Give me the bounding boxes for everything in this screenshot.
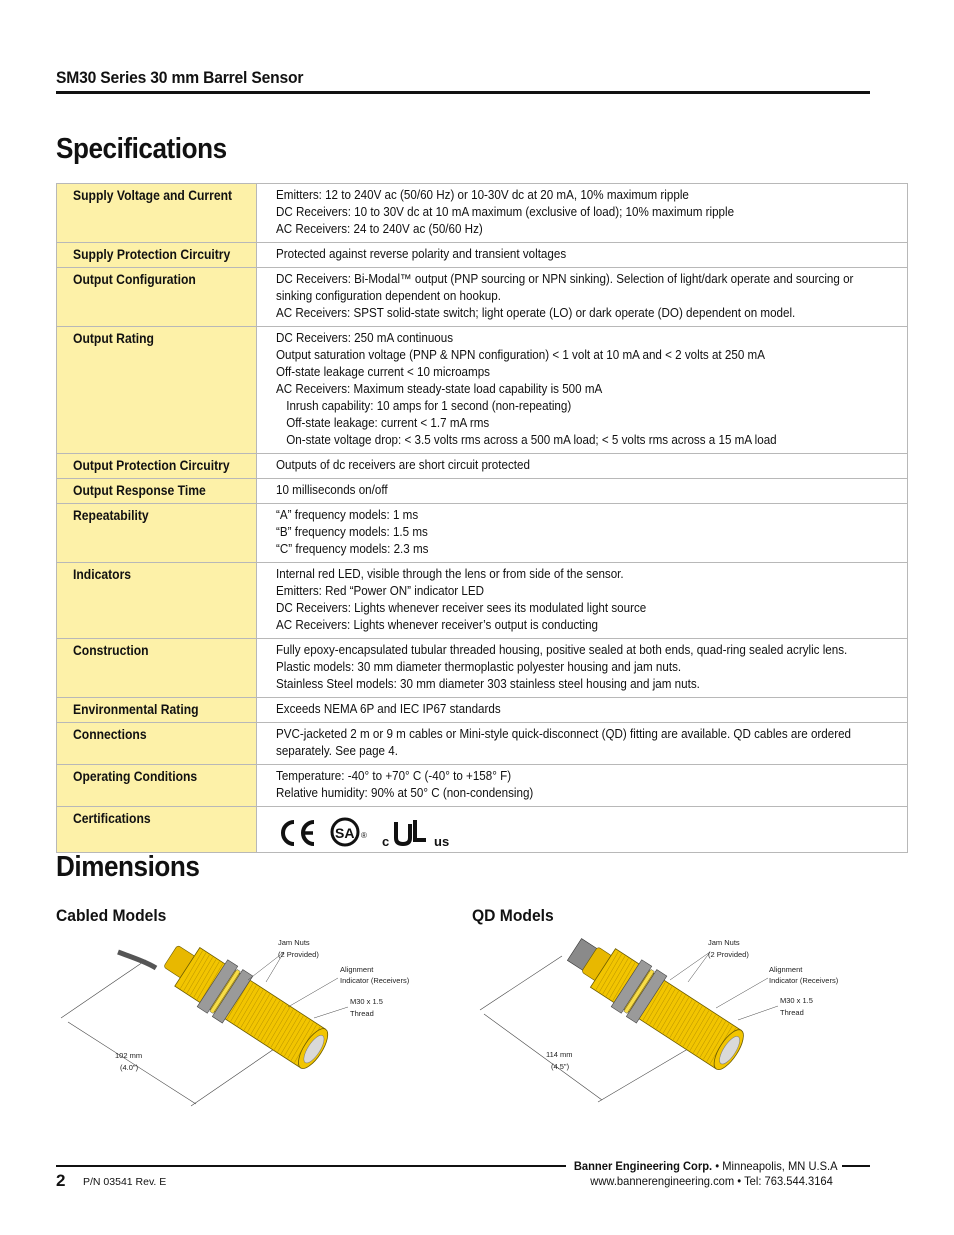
specifications-heading: Specifications (56, 133, 227, 165)
part-number: P/N 03541 Rev. E (83, 1176, 167, 1188)
spec-row-output-configuration (57, 268, 908, 327)
spec-label (57, 807, 257, 853)
qd-models-heading: QD Models (472, 906, 554, 925)
company-line (574, 1159, 838, 1173)
spec-value (256, 327, 907, 454)
spec-row-indicators (57, 563, 908, 639)
dimensions-heading: Dimensions (56, 851, 200, 883)
company-location: • Minneapolis, MN U.S.A (712, 1159, 838, 1173)
spec-label (57, 639, 257, 698)
spec-value-line: Outputs of dc receivers are short circuit protected (275, 458, 530, 472)
spec-row-environmental-rating (57, 698, 908, 723)
jam-nuts-label: Jam Nuts (708, 938, 740, 947)
certification-marks (276, 810, 897, 848)
spec-value (256, 765, 907, 807)
spec-label-text: Repeatability (73, 508, 149, 523)
footer-rule (56, 1165, 566, 1167)
document-header (56, 68, 870, 94)
spec-value-line: Plastic models: 30 mm diameter thermoplastic polyester housing and jam nuts. (275, 660, 681, 674)
spec-label-text: Supply Voltage and Current (73, 188, 233, 203)
spec-value (256, 807, 907, 853)
jam-nuts-sublabel: (2 Provided) (708, 950, 749, 959)
spec-label-text: Connections (73, 727, 147, 742)
spec-value-line: Protected against reverse polarity and transient voltages (275, 247, 566, 261)
cabled-model-drawing (56, 930, 436, 1115)
ul-us-text: us (433, 834, 449, 848)
spec-value (256, 698, 907, 723)
length-sublabel: (4.5") (551, 1062, 570, 1071)
company-contact: www.bannerengineering.com • Tel: 763.544.3164 (590, 1174, 833, 1188)
dimension-extension-line (61, 960, 146, 1018)
spec-value-line: AC Receivers: Maximum steady-state load capability is 500 mA (275, 382, 603, 396)
spec-value-line: Exceeds NEMA 6P and IEC IP67 standards (275, 702, 501, 716)
spec-value-line: “A” frequency models: 1 ms (275, 508, 418, 522)
spec-label (57, 243, 257, 268)
csa-mark-text: SA (334, 825, 355, 841)
length-sublabel: (4.0") (120, 1063, 139, 1072)
spec-value-line: Emitters: 12 to 240V ac (50/60 Hz) or 10-30V dc at 20 mA, 10% maximum ripple (275, 188, 689, 202)
spec-label (57, 723, 257, 765)
spec-value-line: DC Receivers: Bi-Modal™ output (PNP sourcing or NPN sinking). Selection of light/dark operate and sourcing or (275, 272, 854, 286)
spec-value-subline: Off-state leakage: current < 1.7 mA rms (285, 416, 489, 430)
ul-c-text: c (381, 834, 389, 848)
spec-label-text: Environmental Rating (73, 702, 199, 717)
page-number: 2 (56, 1171, 66, 1190)
spec-label-text: Supply Protection Circuitry (73, 247, 231, 262)
thread-sublabel: Thread (780, 1008, 804, 1017)
spec-value-line: separately. See page 4. (275, 744, 398, 758)
spec-label (57, 327, 257, 454)
ce-mark-icon (276, 818, 318, 848)
spec-value (256, 243, 907, 268)
spec-row-output-protection-circuitry (57, 454, 908, 479)
specifications-table (56, 183, 908, 853)
thread-label: M30 x 1.5 (780, 996, 813, 1005)
jam-nuts-label: Jam Nuts (278, 938, 310, 947)
spec-value-line: “B” frequency models: 1.5 ms (275, 525, 428, 539)
spec-value-line: AC Receivers: Lights whenever receiver’s output is conducting (275, 618, 598, 632)
company-name: Banner Engineering Corp. (574, 1159, 713, 1173)
spec-label-text: Output Rating (73, 331, 154, 346)
thread-sublabel: Thread (350, 1009, 374, 1018)
spec-value-line: Output saturation voltage (PNP & NPN configuration) < 1 volt at 10 mA and < 2 volts at 250 mA (275, 348, 765, 362)
spec-value-line: Off-state leakage current < 10 microamps (275, 365, 490, 379)
spec-label (57, 698, 257, 723)
spec-label-text: Output Response Time (73, 483, 206, 498)
alignment-label: Alignment (769, 965, 803, 974)
spec-label-text: Output Configuration (73, 272, 196, 287)
spec-value-line: DC Receivers: 250 mA continuous (275, 331, 453, 345)
spec-label (57, 504, 257, 563)
spec-value (256, 454, 907, 479)
footer-rule (842, 1165, 870, 1167)
spec-row-supply-voltage-and-current (57, 184, 908, 243)
dimension-line (484, 1014, 602, 1100)
spec-label (57, 454, 257, 479)
spec-value (256, 723, 907, 765)
spec-value-line: 10 milliseconds on/off (275, 483, 388, 497)
spec-value-subline: On-state voltage drop: < 3.5 volts rms across a 500 mA load; < 5 volts rms across a 15 mA load (285, 433, 777, 447)
spec-row-operating-conditions (57, 765, 908, 807)
spec-label-text: Output Protection Circuitry (73, 458, 230, 473)
spec-value-line: Internal red LED, visible through the lens or from side of the sensor. (275, 567, 624, 581)
spec-value (256, 504, 907, 563)
document-title: SM30 Series 30 mm Barrel Sensor (56, 68, 304, 87)
spec-label (57, 765, 257, 807)
spec-value (256, 563, 907, 639)
spec-value-line: DC Receivers: 10 to 30V dc at 10 mA maximum (exclusive of load); 10% maximum ripple (275, 205, 734, 219)
length-label: 114 mm (546, 1050, 573, 1059)
spec-row-certifications (57, 807, 908, 853)
spec-label (57, 268, 257, 327)
spec-value-line: PVC-jacketed 2 m or 9 m cables or Mini-style quick-disconnect (QD) fitting are available. QD cables are ordered (275, 727, 851, 741)
spec-value-line: sinking configuration dependent on hookup. (275, 289, 501, 303)
spec-value (256, 184, 907, 243)
csa-mark-icon (330, 816, 370, 848)
spec-value-line: DC Receivers: Lights whenever receiver sees its modulated light source (275, 601, 647, 615)
spec-value-line: Stainless Steel models: 30 mm diameter 303 stainless steel housing and jam nuts. (275, 677, 700, 691)
alignment-sublabel: Indicator (Receivers) (340, 976, 410, 985)
length-label: 102 mm (115, 1051, 143, 1060)
qd-model-drawing (470, 930, 870, 1115)
spec-label (57, 184, 257, 243)
spec-label (57, 479, 257, 504)
registered-mark: ® (360, 831, 367, 840)
spec-value-line: Emitters: Red “Power ON” indicator LED (275, 584, 484, 598)
alignment-label: Alignment (340, 965, 374, 974)
spec-label-text: Certifications (73, 811, 151, 826)
thread-label: M30 x 1.5 (350, 997, 383, 1006)
cable (118, 952, 156, 968)
dimension-extension-line (480, 956, 562, 1010)
spec-value-line: AC Receivers: 24 to 240V ac (50/60 Hz) (275, 222, 483, 236)
spec-label-text: Operating Conditions (73, 769, 198, 784)
spec-value-subline: Inrush capability: 10 amps for 1 second (non-repeating) (285, 399, 571, 413)
ul-mark-icon (382, 816, 458, 848)
spec-value (256, 479, 907, 504)
spec-label-text: Construction (73, 643, 149, 658)
jam-nuts-sublabel: (2 Provided) (278, 950, 319, 959)
alignment-sublabel: Indicator (Receivers) (769, 976, 839, 985)
spec-row-supply-protection-circuitry (57, 243, 908, 268)
spec-value (256, 268, 907, 327)
spec-label-text: Indicators (73, 567, 132, 582)
spec-value-line: Relative humidity: 90% at 50° C (non-condensing) (275, 786, 534, 800)
cabled-models-heading: Cabled Models (56, 906, 167, 925)
spec-row-output-rating (57, 327, 908, 454)
spec-row-output-response-time (57, 479, 908, 504)
spec-value-line: AC Receivers: SPST solid-state switch; light operate (LO) or dark operate (DO) dependent on model. (275, 306, 796, 320)
spec-row-connections (57, 723, 908, 765)
spec-row-construction (57, 639, 908, 698)
spec-row-repeatability (57, 504, 908, 563)
spec-label (57, 563, 257, 639)
spec-value-line: Temperature: -40° to +70° C (-40° to +158° F) (275, 769, 511, 783)
spec-value (256, 639, 907, 698)
spec-value-line: Fully epoxy-encapsulated tubular threaded housing, positive sealed at both ends, quad-ring sealed acrylic lens. (275, 643, 848, 657)
spec-value-line: “C” frequency models: 2.3 ms (275, 542, 429, 556)
